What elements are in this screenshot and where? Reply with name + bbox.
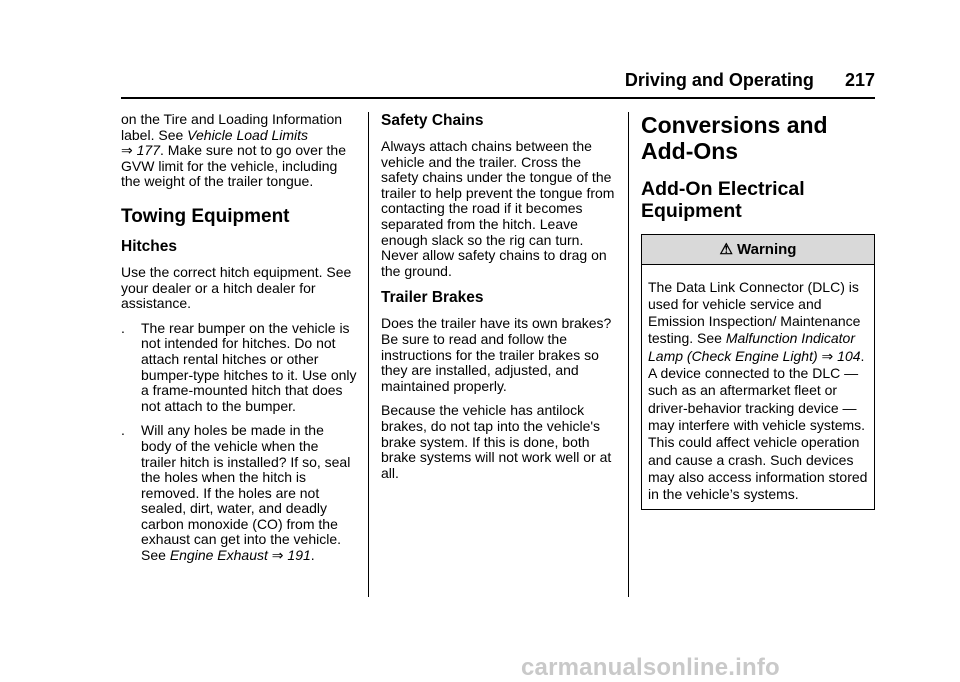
list-item: . Will any holes be made in the body of the vehicle when the trailer hitch is installed? If so, seal the holes when the hitch is removed. If the holes are not sealed, dirt, water, and deadly carbon monoxide (CO) from the exhaust can get into the vehicle. See Engine Exhaust ⇒ 191.: [121, 422, 351, 564]
warning-body: The Data Link Connector (DLC) is used for vehicle service and Emission Inspection/ Maintenance testing. See Malfunction Indicator Lamp (Check Engine Light) ⇒ 104. A device connected to the DLC — such as an aftermarket fleet or driver-behavior tracking device — may interfere with vehicle systems. This could affect vehicle operation and cause a crash. Such devices may also access information stored in the vehicle’s systems.: [648, 278, 868, 503]
heading-trailer-brakes: Trailer Brakes: [381, 289, 484, 307]
hitches-paragraph: Use the correct hitch equipment. See your dealer or a hitch dealer for assistance.: [121, 263, 352, 312]
bullet-marker: .: [121, 422, 125, 439]
column-divider: [628, 112, 629, 597]
cross-reference[interactable]: Vehicle Load Limits: [187, 126, 309, 143]
page-ref[interactable]: 177: [136, 142, 160, 159]
heading-add-on-electrical: Add-On Electrical Equipment: [641, 178, 805, 222]
antilock-paragraph: Because the vehicle has antilock brakes, do not tap into the vehicle's brake system. If this is done, both brake systems will not work well or at all.: [381, 402, 612, 481]
warning-box: [641, 234, 875, 510]
heading-safety-chains: Safety Chains: [381, 112, 484, 129]
header-rule: [121, 97, 875, 99]
safety-chains-paragraph: Always attach chains between the vehicle and the trailer. Cross the safety chains under the tongue of the trailer to help prevent the tongue from contacting the road if it becomes separated from the hitch. Leave enough slack so the rig can turn. Never allow safety chains to drag on the ground.: [381, 138, 615, 279]
page-ref-icon: ⇒: [121, 142, 133, 159]
page-number: 217: [844, 70, 875, 90]
intro-paragraph: on the Tire and Loading Information label. See Vehicle Load Limits ⇒ 177. Make sure not to go over the GVW limit for the vehicle, including the weight of the trailer tongue.: [121, 111, 346, 190]
page-ref-icon: ⇒: [271, 547, 284, 564]
warning-label: Warning: [737, 241, 797, 258]
list-item: . The rear bumper on the vehicle is not intended for hitches. Do not attach rental hitches or other bumper-type hitches to it. Use only a frame-mounted hitch that does not attach to the bumper.: [121, 319, 357, 414]
section-title: Driving and Operating: [624, 70, 814, 90]
page-ref[interactable]: 191: [287, 547, 311, 564]
column-right: [641, 112, 875, 510]
column-divider: [368, 112, 369, 597]
warning-header: [642, 235, 874, 265]
bullet-marker: .: [121, 319, 125, 336]
watermark: carmanualsonline.info: [521, 654, 780, 681]
column-middle: [381, 112, 615, 490]
page-ref[interactable]: 104: [837, 347, 861, 364]
heading-towing-equipment: Towing Equipment: [121, 205, 290, 227]
column-left: [121, 112, 357, 573]
heading-conversions: Conversions and Add-Ons: [641, 112, 828, 164]
page-ref-icon: ⇒: [821, 347, 834, 364]
cross-reference[interactable]: Engine Exhaust: [169, 547, 268, 564]
cross-reference[interactable]: Malfunction Indicator Lamp (Check Engine Light): [648, 330, 856, 364]
page-header: [0, 70, 875, 91]
trailer-brakes-paragraph: Does the trailer have its own brakes? Be sure to read and follow the instructions for the trailer brakes so they are installed, adjusted, and maintained properly.: [381, 315, 612, 394]
heading-hitches: Hitches: [121, 237, 177, 255]
warning-icon: ⚠: [719, 241, 733, 258]
